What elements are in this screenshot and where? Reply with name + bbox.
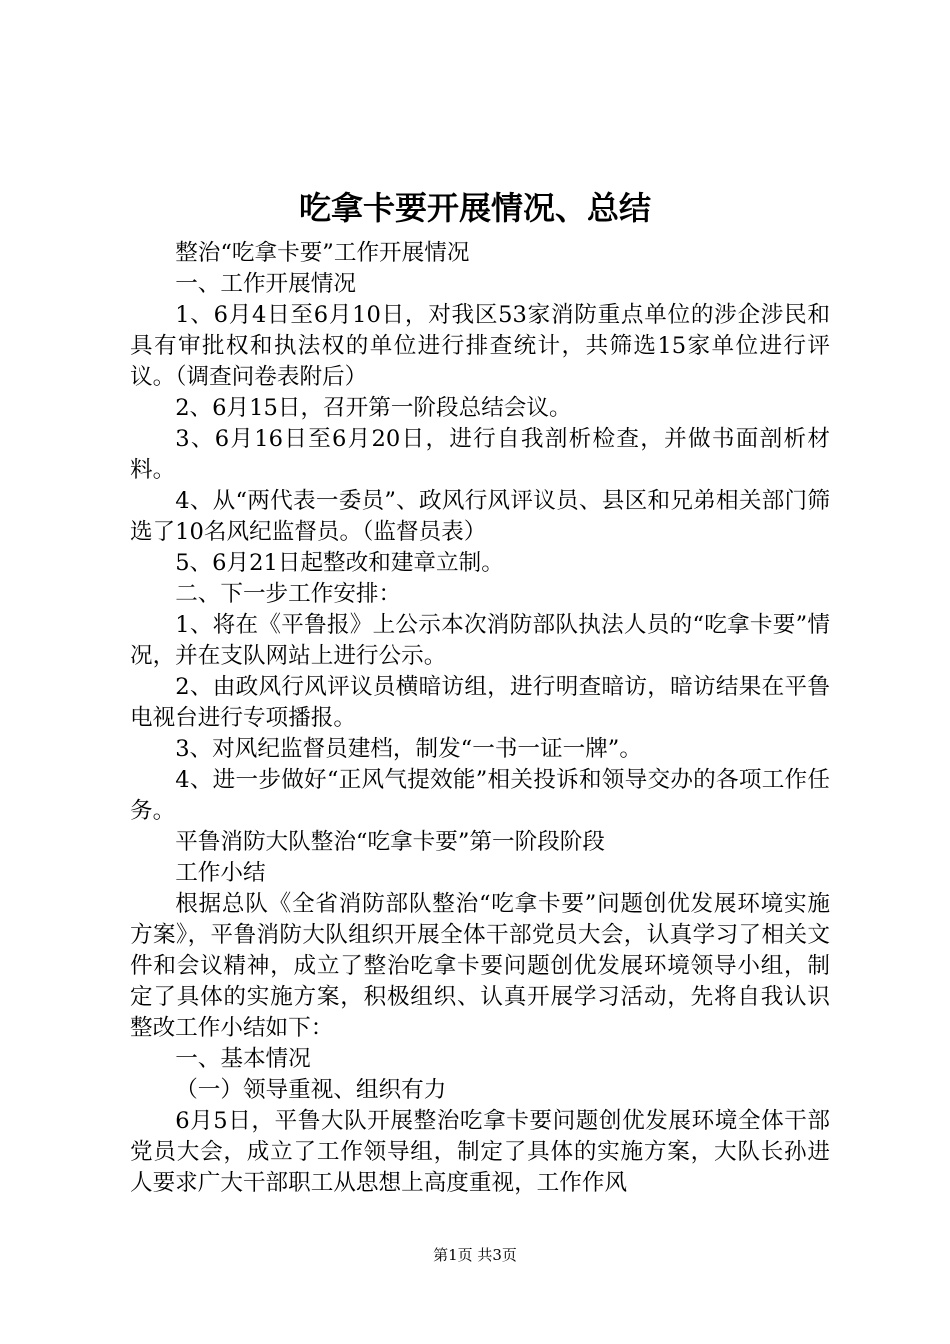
paragraph: 3、6月16日至6月20日，进行自我剖析检查，并做书面剖析材料。 <box>130 426 830 483</box>
paragraph: 平鲁消防大队整治“吃拿卡要”第一阶段阶段 <box>175 829 605 855</box>
document-title: 吃拿卡要开展情况、总结 <box>298 189 651 227</box>
paragraph: （一）领导重视、组织有力 <box>175 1077 447 1103</box>
paragraph: 二、下一步工作安排： <box>175 581 402 607</box>
paragraph: 整治“吃拿卡要”工作开展情况 <box>175 240 470 266</box>
paragraph: 3、对风纪监督员建档，制发“一书一证一牌”。 <box>175 736 642 762</box>
paragraph: 4、进一步做好“正风气提效能”相关投诉和领导交办的各项工作任务。 <box>130 767 830 824</box>
paragraph: 根据总队《全省消防部队整治“吃拿卡要”问题创优发展环境实施方案》，平鲁消防大队组织开展全体干部党员大会，认真学习了相关文件和会议精神，成立了整治吃拿卡要问题创优发展环境领导小组，制定了具体的实施方案，积极组织、认真开展学习活动，先将自我认识整改工作小结如下： <box>130 891 830 1041</box>
page-footer: 第1页 共3页 <box>433 1246 517 1264</box>
paragraph: 一、基本情况 <box>175 1046 311 1072</box>
paragraph: 1、将在《平鲁报》上公示本次消防部队执法人员的“吃拿卡要”情况，并在支队网站上进行公示。 <box>130 612 830 669</box>
paragraph: 4、从“两代表一委员”、政风行风评议员、县区和兄弟相关部门筛选了10名风纪监督员。（监督员表） <box>130 488 830 545</box>
paragraph: 5、6月21日起整改和建章立制。 <box>175 550 504 576</box>
paragraph: 6月5日，平鲁大队开展整治吃拿卡要问题创优发展环境全体干部党员大会，成立了工作领导组，制定了具体的实施方案，大队长孙进人要求广大干部职工从思想上高度重视，工作作风 <box>130 1108 830 1196</box>
paragraph: 工作小结 <box>175 860 266 886</box>
paragraph: 2、6月15日，召开第一阶段总结会议。 <box>175 395 572 421</box>
paragraph: 一、工作开展情况 <box>175 271 356 297</box>
document-body <box>130 238 830 1199</box>
paragraph: 2、由政风行风评议员横暗访组，进行明查暗访，暗访结果在平鲁电视台进行专项播报。 <box>130 674 830 731</box>
paragraph: 1、6月4日至6月10日，对我区53家消防重点单位的涉企涉民和具有审批权和执法权的单位进行排查统计，共筛选15家单位进行评议。（调查问卷表附后） <box>130 302 830 390</box>
